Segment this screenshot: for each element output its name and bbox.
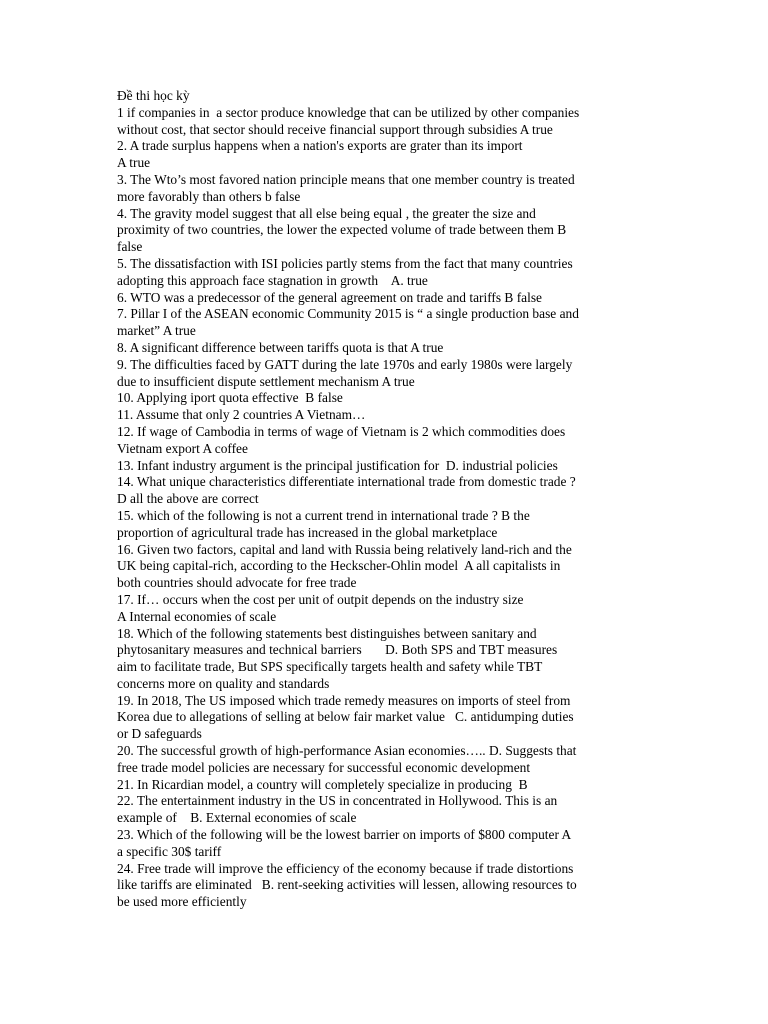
document-title: Đề thi học kỳ xyxy=(117,88,190,103)
document-line: 5. The dissatisfaction with ISI policies partly stems from the fact that many countries xyxy=(117,255,573,271)
document-line: example of B. External economies of scale xyxy=(117,810,357,826)
document-line: without cost, that sector should receive financial support through subsidies A true xyxy=(117,121,553,137)
document-line: concerns more on quality and standards xyxy=(117,675,330,691)
document-line: UK being capital-rich, according to the Heckscher-Ohlin model A all capitalists in xyxy=(117,558,561,574)
document-line: 3. The Wto’s most favored nation principle means that one member country is treated xyxy=(117,171,575,187)
document-body xyxy=(117,88,657,911)
document-line: 6. WTO was a predecessor of the general agreement on trade and tariffs B false xyxy=(117,289,542,305)
document-line: 20. The successful growth of high-performance Asian economies….. D. Suggests that xyxy=(117,743,577,759)
document-line: 18. Which of the following statements best distinguishes between sanitary and xyxy=(117,625,537,641)
document-line: phytosanitary measures and technical barriers D. Both SPS and TBT measures xyxy=(117,642,558,658)
document-line: 1 if companies in a sector produce knowledge that can be utilized by other companies xyxy=(117,104,580,120)
document-line: more favorably than others b false xyxy=(117,188,301,204)
document-line: a specific 30$ tariff xyxy=(117,843,222,859)
document-line: A true xyxy=(117,155,151,171)
document-line: 22. The entertainment industry in the US in concentrated in Hollywood. This is an xyxy=(117,793,558,809)
document-line: 10. Applying iport quota effective B false xyxy=(117,390,343,406)
document-line: 2. A trade surplus happens when a nation's exports are grater than its import xyxy=(117,138,523,154)
document-line: Vietnam export A coffee xyxy=(117,440,248,456)
document-line: due to insufficient dispute settlement mechanism A true xyxy=(117,373,415,389)
document-line: proximity of two countries, the lower the expected volume of trade between them B xyxy=(117,222,567,238)
document-line: both countries should advocate for free trade xyxy=(117,575,357,591)
document-line: aim to facilitate trade, But SPS specifically targets health and safety while TBT xyxy=(117,659,543,675)
document-line: 14. What unique characteristics differentiate international trade from domestic trade ? xyxy=(117,474,576,490)
document-line: 9. The difficulties faced by GATT during the late 1970s and early 1980s were largely xyxy=(117,356,573,372)
document-line: 23. Which of the following will be the lowest barrier on imports of $800 computer A xyxy=(117,827,572,843)
document-line: proportion of agricultural trade has increased in the global marketplace xyxy=(117,524,498,540)
document-line: adopting this approach face stagnation in growth A. true xyxy=(117,272,428,288)
document-line: 4. The gravity model suggest that all else being equal , the greater the size and xyxy=(117,205,536,221)
document-line: 8. A significant difference between tariffs quota is that A true xyxy=(117,339,444,355)
document-line: 24. Free trade will improve the efficiency of the economy because if trade distortions xyxy=(117,860,574,876)
document-line: 17. If… occurs when the cost per unit of outpit depends on the industry size xyxy=(117,591,524,607)
document-line: D all the above are correct xyxy=(117,491,259,507)
document-line: or D safeguards xyxy=(117,726,202,742)
document-line: 11. Assume that only 2 countries A Vietnam… xyxy=(117,407,366,423)
document-line: 7. Pillar I of the ASEAN economic Community 2015 is “ a single production base and xyxy=(117,306,579,322)
document-line: like tariffs are eliminated B. rent-seeking activities will lessen, allowing resources to xyxy=(117,877,577,893)
document-line: be used more efficiently xyxy=(117,894,247,910)
document-line: 21. In Ricardian model, a country will completely specialize in producing B xyxy=(117,776,528,792)
document-line: market” A true xyxy=(117,323,196,339)
document-line: Korea due to allegations of selling at below fair market value C. antidumping duties xyxy=(117,709,574,725)
document-line: 12. If wage of Cambodia in terms of wage of Vietnam is 2 which commodities does xyxy=(117,423,566,439)
document-line: 13. Infant industry argument is the principal justification for D. industrial policies xyxy=(117,457,558,473)
document-line: 16. Given two factors, capital and land with Russia being relatively land-rich and the xyxy=(117,541,572,557)
document-line: 15. which of the following is not a current trend in international trade ? B the xyxy=(117,507,530,523)
document-line: A Internal economies of scale xyxy=(117,608,277,624)
document-line: free trade model policies are necessary for successful economic development xyxy=(117,759,531,775)
document-line: false xyxy=(117,239,143,255)
document-line: 19. In 2018, The US imposed which trade remedy measures on imports of steel from xyxy=(117,692,571,708)
